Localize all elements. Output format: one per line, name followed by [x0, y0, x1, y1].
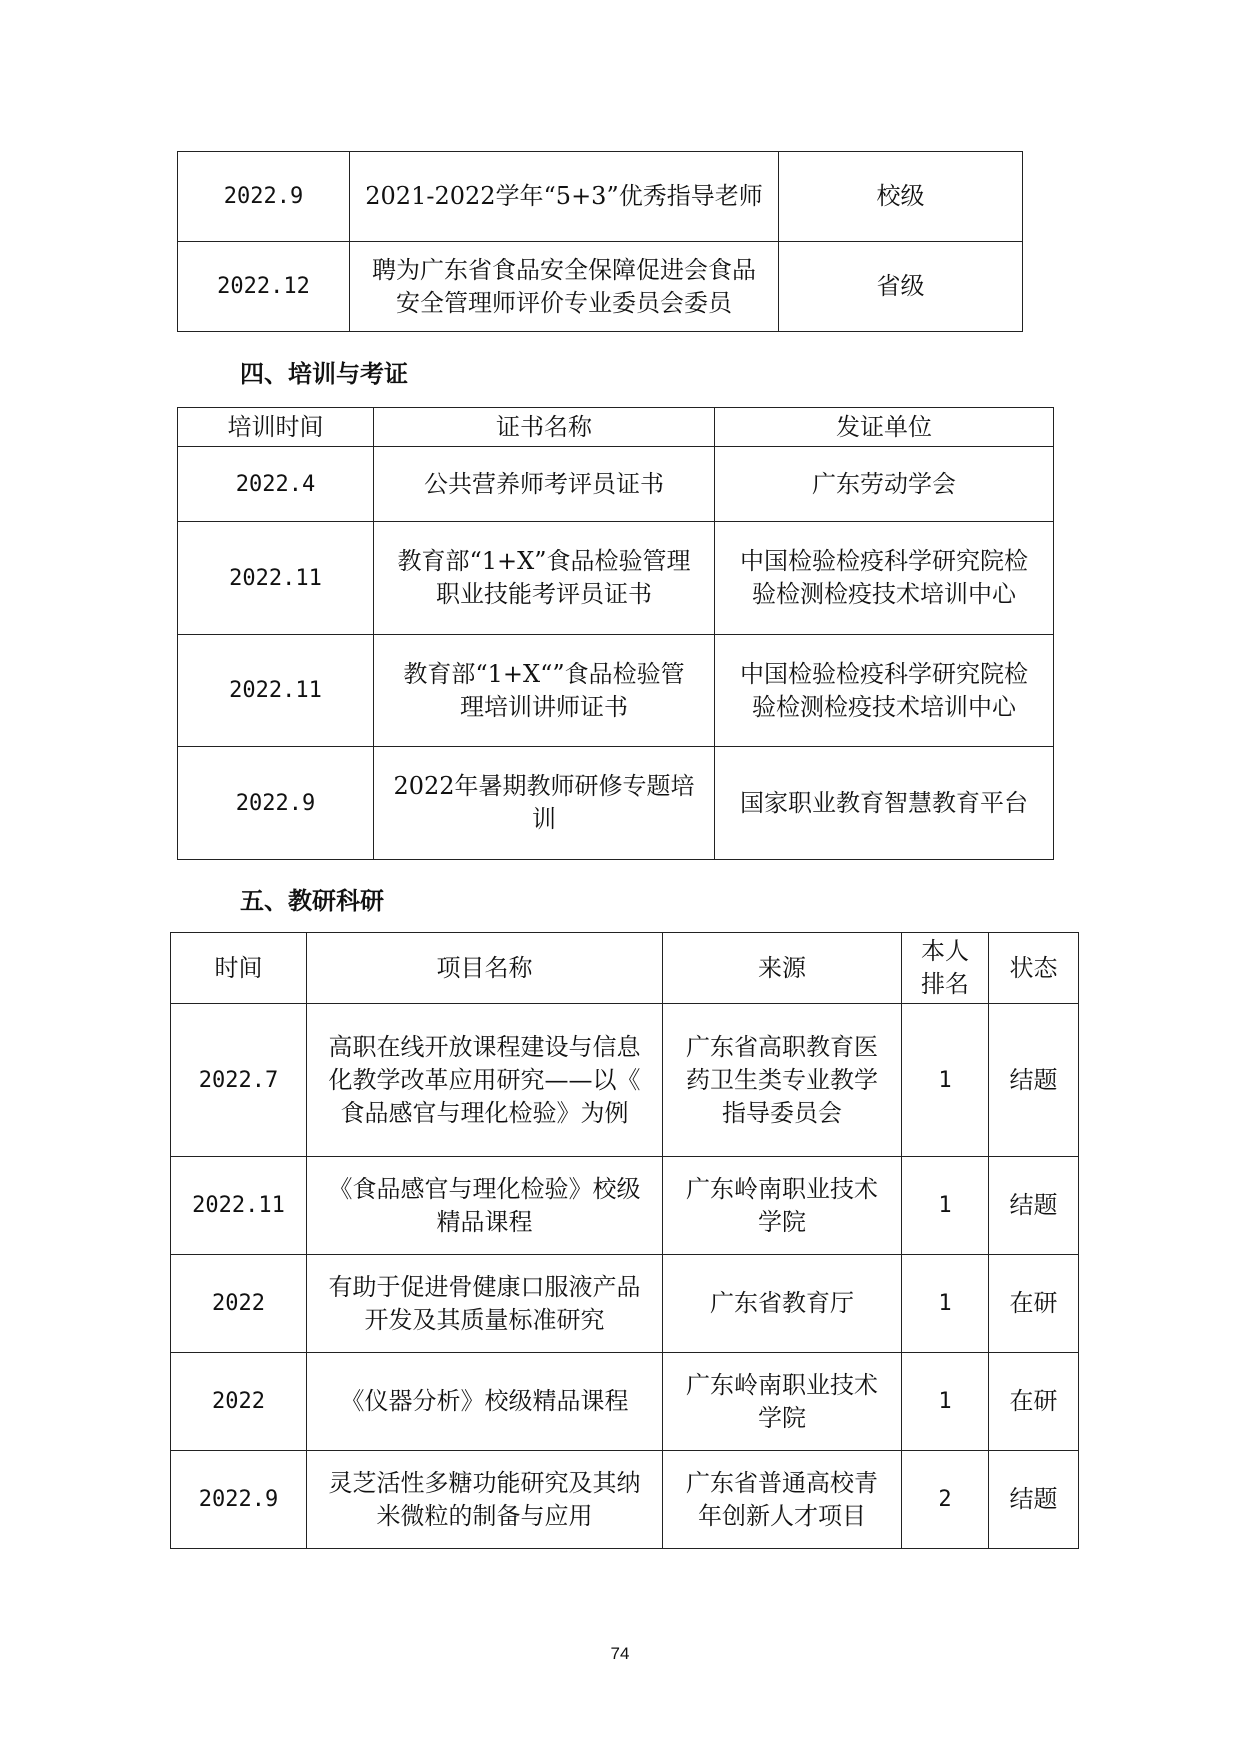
award-date: 2022.9 — [178, 152, 350, 242]
cell-line: 中国检验检疫科学研究院检 — [740, 659, 1028, 688]
project-name — [307, 1451, 663, 1549]
cell-line: 有助于促进骨健康口服液产品 — [328, 1272, 641, 1301]
award-title-line: 安全管理师评价专业委员会委员 — [396, 288, 732, 317]
table-row — [171, 1353, 1079, 1451]
project-source — [663, 1353, 902, 1451]
cell-line: 《食品感官与理化检验》校级 — [328, 1174, 641, 1203]
project-name — [307, 1255, 663, 1353]
project-time: 2022 — [171, 1353, 307, 1451]
cell-line: 广东岭南职业技术 — [686, 1370, 878, 1399]
page-number: 74 — [610, 1644, 630, 1663]
column-header — [902, 933, 989, 1004]
rank: 1 — [902, 1353, 989, 1451]
header-line: 本人 — [921, 937, 969, 965]
issuer — [715, 522, 1054, 635]
project-name: 《仪器分析》校级精品课程 — [307, 1353, 663, 1451]
cell-line: 教育部“1+X”食品检验管理 — [397, 547, 691, 575]
column-header: 发证单位 — [715, 408, 1054, 447]
table-row — [171, 1451, 1079, 1549]
cell-line: 职业技能考评员证书 — [436, 580, 652, 608]
training-date: 2022.11 — [178, 635, 374, 747]
award-title — [350, 242, 779, 332]
cell-line: 广东省普通高校青 — [686, 1468, 878, 1497]
cell-line: 验检测检疫技术培训中心 — [752, 580, 1016, 608]
table-row — [171, 1157, 1079, 1255]
column-header: 证书名称 — [374, 408, 715, 447]
column-header: 状态 — [989, 933, 1079, 1004]
training-table — [177, 407, 1054, 860]
issuer: 国家职业教育智慧教育平台 — [715, 747, 1054, 860]
column-header: 时间 — [171, 933, 307, 1004]
cell-line: 开发及其质量标准研究 — [364, 1305, 605, 1334]
table-row — [178, 242, 1023, 332]
issuer — [715, 635, 1054, 747]
cell-line: 广东省高职教育医 — [686, 1032, 878, 1061]
table-row — [171, 1004, 1079, 1157]
column-header: 培训时间 — [178, 408, 374, 447]
project-name — [307, 1004, 663, 1157]
training-date: 2022.4 — [178, 447, 374, 522]
cell-line: 精品课程 — [436, 1207, 533, 1236]
cell-line: 年创新人才项目 — [698, 1501, 866, 1530]
cell-line: 学院 — [758, 1403, 806, 1432]
project-source — [663, 1004, 902, 1157]
status: 结题 — [989, 1157, 1079, 1255]
issuer: 广东劳动学会 — [715, 447, 1054, 522]
status: 结题 — [989, 1451, 1079, 1549]
certificate-name — [374, 522, 715, 635]
research-table — [170, 932, 1079, 1549]
cell-line: 指导委员会 — [722, 1098, 842, 1127]
section-heading-research: 五、教研科研 — [240, 887, 384, 915]
cell-line: 学院 — [758, 1207, 806, 1236]
cell-line: 2022年暑期教师研修专题培 — [393, 772, 695, 800]
status: 结题 — [989, 1004, 1079, 1157]
certificate-name — [374, 635, 715, 747]
column-header: 项目名称 — [307, 933, 663, 1004]
table-row — [178, 522, 1054, 635]
training-date: 2022.11 — [178, 522, 374, 635]
cell-line: 米微粒的制备与应用 — [376, 1501, 593, 1530]
table-row — [178, 635, 1054, 747]
cell-line: 化教学改革应用研究——以《 — [328, 1065, 641, 1094]
project-source — [663, 1451, 902, 1549]
cell-line: 高职在线开放课程建设与信息 — [328, 1032, 641, 1061]
awards-table — [177, 151, 1023, 332]
certificate-name — [374, 747, 715, 860]
award-date: 2022.12 — [178, 242, 350, 332]
status: 在研 — [989, 1353, 1079, 1451]
cell-line: 灵芝活性多糖功能研究及其纳 — [328, 1468, 641, 1497]
cell-line: 训 — [532, 805, 556, 833]
award-title-line: 聘为广东省食品安全保障促进会食品 — [372, 255, 756, 284]
cell-line: 理培训讲师证书 — [460, 692, 628, 721]
column-header: 来源 — [663, 933, 902, 1004]
project-time: 2022.9 — [171, 1451, 307, 1549]
table-row — [178, 152, 1023, 242]
project-time: 2022.7 — [171, 1004, 307, 1157]
project-time: 2022 — [171, 1255, 307, 1353]
rank: 1 — [902, 1157, 989, 1255]
cell-line: 食品感官与理化检验》为例 — [340, 1098, 629, 1127]
section-heading-training: 四、培训与考证 — [240, 360, 408, 388]
table-header-row — [178, 408, 1054, 447]
header-line: 排名 — [921, 970, 969, 998]
cell-line: 中国检验检疫科学研究院检 — [740, 547, 1028, 575]
project-time: 2022.11 — [171, 1157, 307, 1255]
certificate-name: 公共营养师考评员证书 — [374, 447, 715, 522]
table-row — [178, 447, 1054, 522]
project-name — [307, 1157, 663, 1255]
status: 在研 — [989, 1255, 1079, 1353]
table-row — [178, 747, 1054, 860]
table-header-row — [171, 933, 1079, 1004]
rank: 2 — [902, 1451, 989, 1549]
cell-line: 验检测检疫技术培训中心 — [752, 692, 1016, 721]
cell-line: 教育部“1+X“”食品检验管 — [403, 659, 685, 688]
project-source: 广东省教育厅 — [663, 1255, 902, 1353]
rank: 1 — [902, 1004, 989, 1157]
award-level: 省级 — [779, 242, 1023, 332]
cell-line: 广东岭南职业技术 — [686, 1174, 878, 1203]
award-level: 校级 — [779, 152, 1023, 242]
award-title: 2021-2022学年“5+3”优秀指导老师 — [350, 152, 779, 242]
table-row — [171, 1255, 1079, 1353]
cell-line: 药卫生类专业教学 — [686, 1065, 878, 1094]
training-date: 2022.9 — [178, 747, 374, 860]
rank: 1 — [902, 1255, 989, 1353]
project-source — [663, 1157, 902, 1255]
